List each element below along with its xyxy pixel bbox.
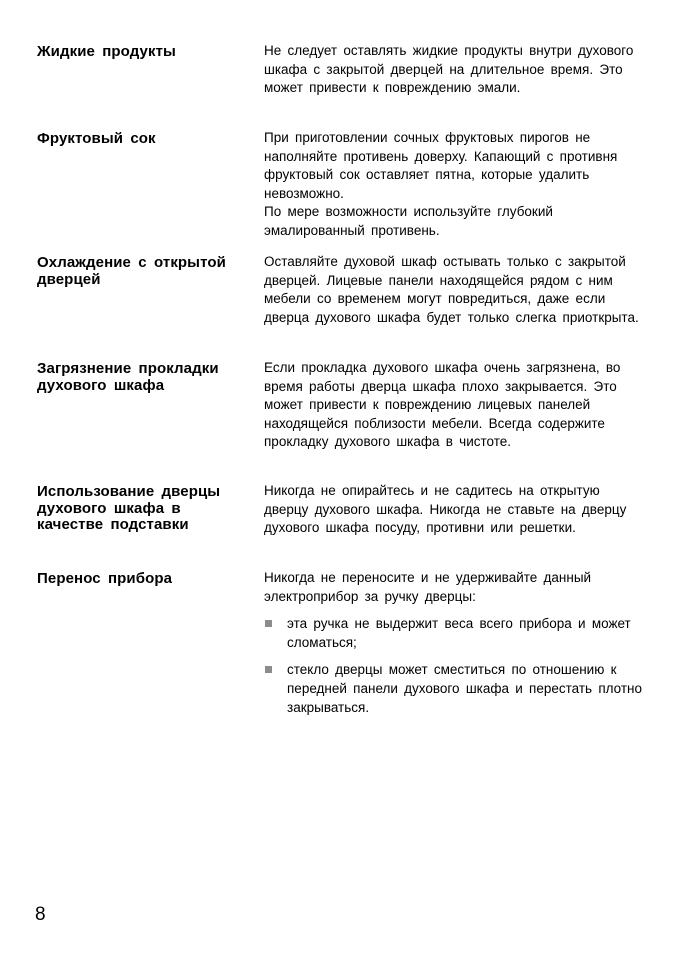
square-bullet-icon — [265, 620, 272, 627]
section-paragraph: Никогда не опирайтесь и не садитесь на открытую дверцу духового шкафа. Никогда не ставьте на дверцу духового шкафа посуду, противни или решетки. — [264, 483, 627, 536]
section-body — [264, 569, 649, 717]
section-heading: Перенос прибора — [37, 570, 173, 587]
section-paragraph: По мере возможности используйте глубокий эмалированный противень. — [264, 204, 553, 238]
section-body — [264, 253, 649, 327]
section-body — [264, 129, 649, 241]
section-paragraph: При приготовлении сочных фруктовых пирогов не наполняйте противень доверху. Капающий с противня фруктовый сок оставляет пятна, которые удалить невозможно. — [264, 130, 618, 201]
bullet-item — [264, 615, 649, 652]
section-paragraph: Никогда не переносите и не удерживайте данный электроприбор за ручку дверцы: — [264, 570, 592, 604]
bullet-item — [264, 661, 649, 717]
section-heading: Жидкие продукты — [37, 43, 176, 60]
page-number: 8 — [35, 904, 46, 925]
section-body — [264, 482, 649, 538]
bullet-text: эта ручка не выдержит веса всего прибора и может сломаться; — [287, 616, 631, 650]
section-paragraph: Не следует оставлять жидкие продукты внутри духового шкафа с закрытой дверцей на длительное время. Это может привести к повреждению эмали. — [264, 43, 634, 96]
bullet-list — [264, 615, 649, 717]
section-heading: Загрязнение прокладки духового шкафа — [37, 360, 219, 394]
bullet-text: стекло дверцы может сместиться по отношению к передней панели духового шкафа и перестать плотно закрываться. — [287, 662, 643, 715]
square-bullet-icon — [265, 666, 272, 673]
section-heading: Охлаждение с открытой дверцей — [37, 254, 226, 288]
section-body — [264, 359, 649, 452]
section-heading: Использование дверцы духового шкафа в качестве подставки — [37, 483, 221, 533]
section-body — [264, 42, 649, 98]
section-paragraph: Оставляйте духовой шкаф остывать только с закрытой дверцей. Лицевые панели находящейся рядом с ним мебели со временем могут повредиться, даже если дверца духового шкафа будет только слегка приоткрыта. — [264, 254, 639, 325]
section-heading: Фруктовый сок — [37, 130, 156, 147]
section-paragraph: Если прокладка духового шкафа очень загрязнена, во время работы дверца шкафа плохо закрывается. Это может привести к повреждению лицевых панелей находящейся поблизости мебели. Всегда содержите прокладку духового шкафа в чистоте. — [264, 360, 621, 450]
